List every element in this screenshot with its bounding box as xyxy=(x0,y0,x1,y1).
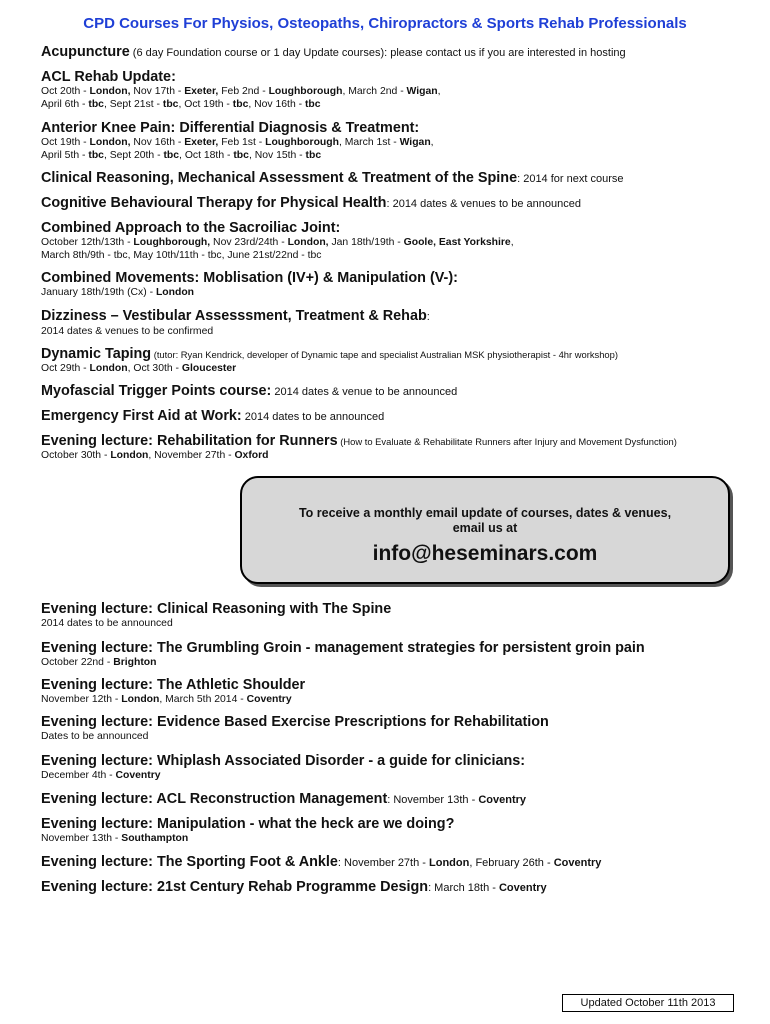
course-note: 2014 dates to be announced xyxy=(241,411,385,423)
location-name: tbc xyxy=(88,149,104,161)
date-text: Feb 1st - xyxy=(218,137,266,148)
location-name: London xyxy=(155,287,195,298)
course-title-text: ACL Rehab Update: xyxy=(41,69,176,85)
course-title xyxy=(41,433,677,450)
course-dates xyxy=(41,657,645,670)
date-text: , February 26th - xyxy=(469,857,554,869)
location-name: tbc xyxy=(88,98,104,110)
course-dates xyxy=(41,770,525,783)
course-title-text: Combined Movements: Moblisation (IV+) & Manipulation (V-): xyxy=(41,270,458,286)
location-name: tbc xyxy=(162,98,179,110)
date-text: Dates to be announced xyxy=(41,731,149,742)
course-title-text: Evening lecture: ACL Reconstruction Management xyxy=(41,791,388,807)
date-text: 2014 dates & venues to be confirmed xyxy=(41,326,214,337)
course-dates xyxy=(41,237,514,250)
course-title-text: Evening lecture: 21st Century Rehab Programme Design xyxy=(41,879,429,895)
date-text: Oct 20th - xyxy=(41,86,90,97)
date-text: October 30th - xyxy=(41,450,111,461)
course-title xyxy=(41,791,526,809)
date-text: November 12th - xyxy=(41,694,122,705)
course-dates xyxy=(41,86,441,99)
location-name: Southampton xyxy=(121,833,189,844)
course-entry xyxy=(41,120,434,162)
contact-email-link[interactable]: info@heseminars.com xyxy=(372,542,598,565)
location-name: Loughborough xyxy=(268,86,343,97)
date-text: : March 18th - xyxy=(428,882,499,894)
course-note: (6 day Foundation course or 1 day Update courses): please contact us if you are interested in hosting xyxy=(129,47,626,59)
course-entry xyxy=(41,195,581,213)
location-name: Coventry xyxy=(498,882,547,894)
location-name: Exeter, xyxy=(184,137,219,148)
date-text: April 5th - xyxy=(41,149,89,161)
course-title xyxy=(41,120,434,137)
email-signup-box xyxy=(240,476,730,584)
course-title-text: Evening lecture: The Grumbling Groin - management strategies for persistent groin pain xyxy=(41,640,645,656)
course-dates xyxy=(41,450,677,463)
course-entry xyxy=(41,854,601,872)
location-name: Coventry xyxy=(553,857,602,869)
date-text: , March 5th 2014 - xyxy=(159,694,247,705)
location-name: London, xyxy=(89,86,131,97)
course-entry xyxy=(41,170,624,188)
course-dates xyxy=(41,150,434,163)
date-text: , Nov 16th - xyxy=(248,98,305,110)
date-text: , Nov 15th - xyxy=(248,149,306,161)
course-title-text: Evening lecture: The Sporting Foot & Ankle xyxy=(41,854,338,870)
location-name: London xyxy=(429,857,470,869)
course-title xyxy=(41,220,514,237)
course-entry xyxy=(41,601,391,631)
location-name: Wigan xyxy=(399,137,431,148)
location-name: Loughborough, xyxy=(133,237,211,248)
location-name: Coventry xyxy=(478,794,527,806)
course-title xyxy=(41,816,454,833)
date-text: : November 27th - xyxy=(337,857,429,869)
course-title xyxy=(41,346,618,363)
date-text: , xyxy=(437,86,441,97)
course-entry xyxy=(41,270,458,300)
date-text: October 12th/13th - xyxy=(41,237,134,248)
course-title-text: Evening lecture: The Athletic Shoulder xyxy=(41,677,306,693)
location-name: London, xyxy=(287,237,329,248)
course-title-text: Cognitive Behavioural Therapy for Physical Health xyxy=(41,195,387,211)
course-entry xyxy=(41,69,441,111)
course-entry xyxy=(41,677,305,707)
course-title-text: Emergency First Aid at Work: xyxy=(41,408,242,424)
course-note: : xyxy=(426,311,430,323)
date-text: Oct 29th - xyxy=(41,363,90,374)
course-dates xyxy=(41,363,618,376)
location-name: London, xyxy=(89,137,131,148)
location-name: Coventry xyxy=(115,770,161,781)
location-name: tbc xyxy=(233,149,249,161)
course-title-text: Combined Approach to the Sacroiliac Joint: xyxy=(41,220,341,236)
date-text: Nov 23rd/24th - xyxy=(210,237,288,248)
course-entry xyxy=(41,308,430,339)
page-title: CPD Courses For Physios, Osteopaths, Chiropractors & Sports Rehab Professionals xyxy=(83,15,687,32)
date-text: April 6th - xyxy=(41,98,89,110)
location-name: tbc xyxy=(305,149,322,161)
course-dates xyxy=(41,137,434,150)
course-entry xyxy=(41,791,526,809)
date-text: Jan 18th/19th - xyxy=(328,237,404,248)
date-text: , March 1st - xyxy=(338,137,400,148)
location-name: Exeter, xyxy=(184,86,219,97)
updated-date: Updated October 11th 2013 xyxy=(562,994,734,1012)
date-text: November 13th - xyxy=(41,833,122,844)
date-text: , November 27th - xyxy=(148,450,235,461)
course-title-text: Evening lecture: Whiplash Associated Disorder - a guide for clinicians: xyxy=(41,753,526,769)
date-text: March 8th/9th - tbc, May 10th/11th - tbc, June 21st/22nd - tbc xyxy=(41,249,322,261)
course-title-text: Evening lecture: Manipulation - what the heck are we doing? xyxy=(41,816,455,832)
course-dates xyxy=(41,326,430,339)
course-title-text: Acupuncture xyxy=(41,44,130,60)
course-note: : 2014 dates & venues to be announced xyxy=(386,198,581,210)
course-dates xyxy=(41,250,514,263)
location-name: tbc xyxy=(163,149,180,161)
course-title xyxy=(41,69,441,86)
date-text: , xyxy=(430,137,434,148)
course-title-text: Dynamic Taping xyxy=(41,346,152,362)
course-dates-inline xyxy=(428,882,547,894)
course-title xyxy=(41,408,384,426)
location-name: Gloucester xyxy=(181,363,237,374)
course-title-text: Myofascial Trigger Points course: xyxy=(41,383,272,399)
course-title xyxy=(41,170,624,188)
course-entry xyxy=(41,714,549,744)
course-dates xyxy=(41,618,391,631)
location-name: tbc xyxy=(304,98,321,110)
course-entry xyxy=(41,433,677,463)
course-dates xyxy=(41,731,549,744)
date-text: December 4th - xyxy=(41,770,116,781)
course-note: 2014 dates & venue to be announced xyxy=(271,386,458,398)
location-name: Loughborough xyxy=(265,137,339,148)
date-text: January 18th/19th (Cx) - xyxy=(41,287,156,298)
course-note: : 2014 for next course xyxy=(517,173,624,185)
course-entry xyxy=(41,408,384,426)
course-entry xyxy=(41,816,454,846)
date-text: Feb 2nd - xyxy=(218,86,269,97)
course-title xyxy=(41,753,525,770)
date-text: , Sept 21st - xyxy=(103,98,163,110)
course-title-text: Anterior Knee Pain: Differential Diagnosis & Treatment: xyxy=(41,120,420,136)
location-name: London xyxy=(121,694,160,705)
course-title xyxy=(41,308,430,326)
date-text: : November 13th - xyxy=(387,794,479,806)
course-title xyxy=(41,383,457,401)
course-title xyxy=(41,854,601,872)
signup-text-2: email us at xyxy=(452,521,518,535)
course-note: (tutor: Ryan Kendrick, developer of Dynamic tape and specialist Australian MSK physiotherapist - 4hr workshop) xyxy=(151,349,618,360)
course-dates xyxy=(41,694,305,707)
course-title-text: Evening lecture: Rehabilitation for Runners xyxy=(41,433,338,449)
location-name: tbc xyxy=(232,98,249,110)
date-text: Nov 17th - xyxy=(130,86,185,97)
course-title xyxy=(41,714,549,731)
location-name: Oxford xyxy=(234,450,269,461)
location-name: Wigan xyxy=(406,86,438,97)
course-dates xyxy=(41,99,441,112)
date-text: , xyxy=(510,237,514,248)
course-dates xyxy=(41,833,454,846)
course-title xyxy=(41,640,645,657)
course-title-text: Evening lecture: Clinical Reasoning with The Spine xyxy=(41,601,392,617)
course-entry xyxy=(41,753,525,783)
signup-text: To receive a monthly email update of courses, dates & venues, xyxy=(298,506,672,520)
date-text: Nov 16th - xyxy=(130,137,185,148)
location-name: Brighton xyxy=(113,657,157,668)
date-text: 2014 dates to be announced xyxy=(41,618,173,629)
course-title-text: Evening lecture: Evidence Based Exercise Prescriptions for Rehabilitation xyxy=(41,714,549,730)
location-name: London xyxy=(110,450,149,461)
location-name: London xyxy=(89,363,128,374)
course-dates-inline xyxy=(387,794,526,806)
course-note: (How to Evaluate & Rehabilitate Runners after Injury and Movement Dysfunction) xyxy=(337,436,677,447)
date-text: October 22nd - xyxy=(41,657,114,668)
date-text: , Oct 19th - xyxy=(178,98,233,110)
date-text: , Sept 20th - xyxy=(103,149,164,161)
date-text: , March 2nd - xyxy=(342,86,407,97)
course-title xyxy=(41,270,458,287)
course-title-text: Dizziness – Vestibular Assesssment, Treatment & Rehab xyxy=(41,308,427,324)
course-dates-inline xyxy=(338,857,601,869)
course-entry xyxy=(41,346,618,376)
course-entry xyxy=(41,640,645,670)
course-title xyxy=(41,195,581,213)
location-name: Coventry xyxy=(246,694,292,705)
date-text: , Oct 18th - xyxy=(179,149,234,161)
course-title xyxy=(41,44,626,62)
course-entry xyxy=(41,879,547,897)
course-title xyxy=(41,879,547,897)
course-title xyxy=(41,601,391,618)
location-name: Goole, East Yorkshire xyxy=(403,237,511,248)
course-dates xyxy=(41,287,458,300)
course-entry xyxy=(41,383,457,401)
course-title-text: Clinical Reasoning, Mechanical Assessment & Treatment of the Spine xyxy=(41,170,518,186)
date-text: , Oct 30th - xyxy=(127,363,182,374)
course-entry xyxy=(41,220,514,262)
course-entry xyxy=(41,44,626,62)
date-text: Oct 19th - xyxy=(41,137,90,148)
course-title xyxy=(41,677,305,694)
